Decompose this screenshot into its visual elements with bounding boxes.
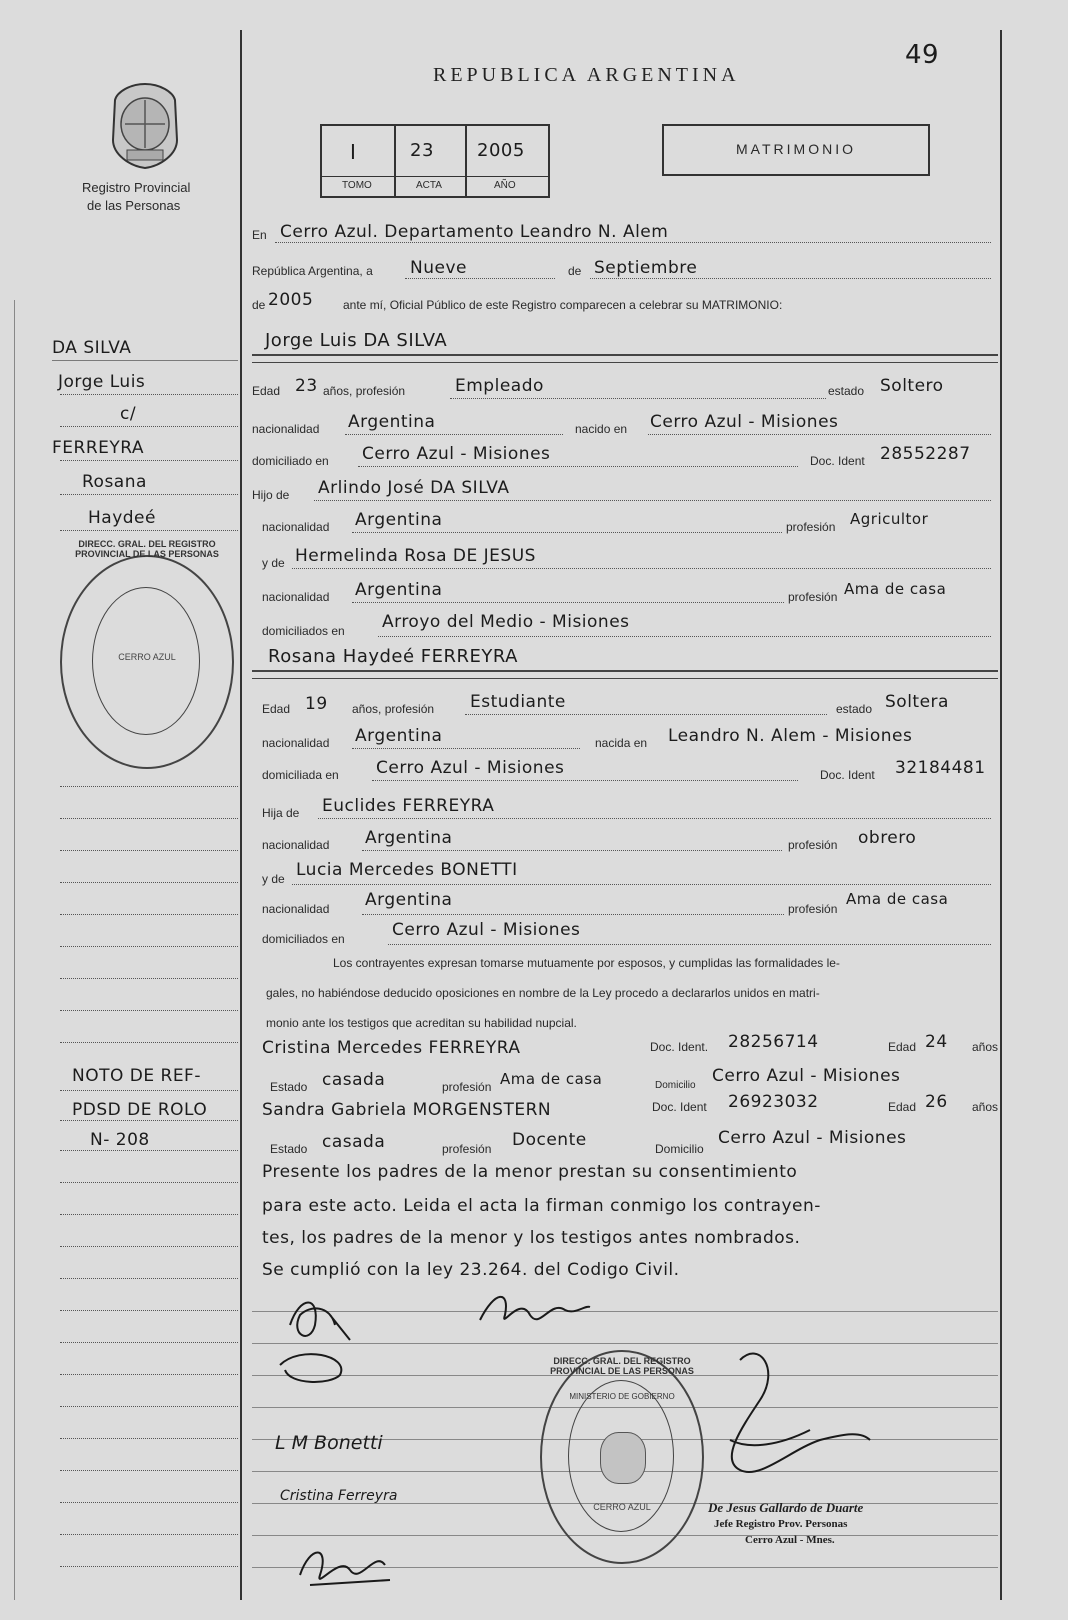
left-column-rule [240, 30, 242, 1600]
registry-seal-small [60, 539, 234, 769]
seal-small-text: DIRECC. GRAL. DEL REGISTRO PROVINCIAL DE LAS PERSONAS [75, 539, 219, 559]
margin-surname-bride: FERREYRA [52, 438, 145, 458]
bride-name: Rosana Haydeé FERREYRA [268, 646, 518, 667]
witness1-marital-status: casada [322, 1070, 386, 1090]
groom-father-nationality: Argentina [355, 510, 443, 530]
groom-yde-label: y de [262, 556, 285, 570]
bride-mother-nac-label: nacionalidad [262, 902, 330, 916]
groom-marital-status: Soltero [880, 376, 944, 396]
right-page-rule [1000, 30, 1002, 1600]
bride-nationality: Argentina [355, 726, 443, 746]
groom-nacido-label: nacido en [575, 422, 628, 436]
bride-marital-status: Soltera [885, 692, 949, 712]
bride-mother: Lucia Mercedes BONETTI [296, 860, 518, 880]
groom-name: Jorge Luis DA SILVA [265, 330, 448, 351]
witness1-prof-label: profesión [442, 1080, 492, 1094]
bride-birthplace: Leandro N. Alem - Misiones [668, 726, 913, 746]
closing-line1: Presente los padres de la menor prestan su consentimiento [262, 1162, 798, 1182]
margin-given-bride: Rosana [82, 472, 147, 492]
groom-anos-label: años, profesión [323, 384, 406, 398]
acta-value: 23 [410, 140, 434, 161]
groom-edad-label: Edad [252, 384, 281, 398]
witness2-profession: Docente [512, 1130, 587, 1150]
witness1-anos: años [972, 1040, 999, 1054]
groom-father: Arlindo José DA SILVA [318, 478, 510, 498]
ceremony-year: 2005 [268, 290, 314, 310]
ceremony-day: Nueve [410, 258, 467, 278]
republica-label: República Argentina, a [252, 264, 373, 278]
witness2-name: Sandra Gabriela MORGENSTERN [262, 1100, 552, 1120]
record-type-box [662, 124, 930, 176]
groom-doc-number: 28552287 [880, 444, 971, 464]
registry-seal-large [540, 1350, 704, 1564]
witness2-doc: 26923032 [728, 1092, 819, 1112]
bride-doc-number: 32184481 [895, 758, 986, 778]
bride-father-prof-label: profesión [788, 838, 838, 852]
margin-given-groom: Jorge Luis [58, 372, 146, 392]
bride-mother-prof-label: profesión [788, 902, 838, 916]
ceremony-month: Septiembre [594, 258, 698, 278]
bride-father-nationality: Argentina [365, 828, 453, 848]
groom-father-prof-label: profesión [786, 520, 836, 534]
margin-note-line1: NOTO DE REF- [72, 1066, 201, 1086]
bride-parents-domicile: Cerro Azul - Misiones [392, 920, 581, 940]
signature-bride [475, 1285, 595, 1335]
witness1-doc-label: Doc. Ident. [650, 1040, 709, 1054]
groom-parents-domicile: Arroyo del Medio - Misiones [382, 612, 630, 632]
bride-mother-nationality: Argentina [365, 890, 453, 910]
en-label: En [252, 228, 267, 242]
groom-nationality: Argentina [348, 412, 436, 432]
tomo-value: I [350, 140, 357, 164]
acta-label: ACTA [416, 180, 442, 191]
witness2-age: 26 [925, 1092, 948, 1112]
bride-father: Euclides FERREYRA [322, 796, 495, 816]
witness1-age: 24 [925, 1032, 948, 1052]
witness2-edad-label: Edad [888, 1100, 917, 1114]
official-place: Cerro Azul - Mnes. [745, 1534, 835, 1546]
witness1-profession: Ama de casa [500, 1070, 603, 1088]
de2-label: de [252, 298, 266, 312]
bride-father-nac-label: nacionalidad [262, 838, 330, 852]
witness2-doc-label: Doc. Ident [652, 1100, 707, 1114]
bride-doc-label: Doc. Ident [820, 768, 875, 782]
tomo-label: TOMO [342, 180, 372, 191]
witness1-edad-label: Edad [888, 1040, 917, 1054]
signature-bonetti: L M Bonetti [275, 1432, 383, 1454]
witness2-prof-label: profesión [442, 1142, 492, 1156]
seal-big-center: CERRO AZUL [593, 1502, 651, 1512]
closing-line2: para este acto. Leida el acta la firman conmigo los contrayen- [262, 1196, 821, 1216]
bride-nacida-label: nacida en [595, 736, 648, 750]
bride-estado-label: estado [836, 702, 873, 716]
registry-name-line2: de las Personas [87, 198, 181, 213]
witness1-name: Cristina Mercedes FERREYRA [262, 1038, 521, 1058]
groom-mother-nationality: Argentina [355, 580, 443, 600]
official-name: De Jesus Gallardo de Duarte [708, 1500, 864, 1515]
groom-dom-label: domiciliado en [252, 454, 329, 468]
groom-doc-label: Doc. Ident [810, 454, 865, 468]
witness1-dom-label: Domicilio [655, 1080, 696, 1091]
republic-title: REPUBLICA ARGENTINA [433, 64, 740, 86]
signature-witness2 [290, 1535, 410, 1595]
de-label: de [568, 264, 582, 278]
far-left-edge [14, 300, 15, 1600]
groom-mother-profession: Ama de casa [844, 580, 947, 598]
seal-big-text: DIRECC. GRAL. DEL REGISTRO PROVINCIAL DE LAS PERSONAS [550, 1356, 694, 1376]
bride-anos-label: años, profesión [352, 702, 435, 716]
groom-domicile: Cerro Azul - Misiones [362, 444, 551, 464]
margin-con: c/ [120, 404, 137, 424]
groom-estado-label: estado [828, 384, 865, 398]
ceremony-place: Cerro Azul. Departamento Leandro N. Alem [280, 222, 669, 242]
margin-given2-bride: Haydeé [88, 508, 156, 528]
ano-label: AÑO [494, 180, 516, 191]
signature-groom [270, 1285, 380, 1395]
registry-name-line1: Registro Provincial [82, 180, 191, 195]
bride-edad-label: Edad [262, 702, 291, 716]
bride-nac-label: nacionalidad [262, 736, 330, 750]
bride-yde-label: y de [262, 872, 285, 886]
groom-mother-nac-label: nacionalidad [262, 590, 330, 604]
bride-mother-profession: Ama de casa [846, 890, 949, 908]
groom-birthplace: Cerro Azul - Misiones [650, 412, 839, 432]
bride-domicile: Cerro Azul - Misiones [376, 758, 565, 778]
provincial-emblem-icon [105, 80, 185, 170]
ante-text: ante mí, Oficial Público de este Registro comparecen a celebrar su MATRIMONIO: [343, 298, 783, 312]
seal-small-center: CERRO AZUL [118, 652, 176, 662]
bride-father-profession: obrero [858, 828, 917, 848]
record-ref-table [320, 124, 550, 198]
groom-father-nac-label: nacionalidad [262, 520, 330, 534]
groom-father-profession: Agricultor [850, 510, 929, 528]
witness2-domicile: Cerro Azul - Misiones [718, 1128, 907, 1148]
groom-hijo-label: Hijo de [252, 488, 290, 502]
groom-mother-prof-label: profesión [788, 590, 838, 604]
witness2-estado-label: Estado [270, 1142, 308, 1156]
witness2-dom-label: Domicilio [655, 1142, 704, 1156]
groom-nac-label: nacionalidad [252, 422, 320, 436]
witness2-marital-status: casada [322, 1132, 386, 1152]
margin-note-line2: PDSD DE ROLO [72, 1100, 208, 1120]
closing-line3: tes, los padres de la menor y los testigos antes nombrados. [262, 1228, 801, 1248]
signature-cristina: Cristina Ferreyra [280, 1488, 398, 1504]
margin-surname-groom: DA SILVA [52, 338, 132, 358]
seal-big-inner: MINISTERIO DE GOBIERNO [569, 1392, 675, 1401]
bride-profession: Estudiante [470, 692, 566, 712]
groom-age: 23 [295, 376, 318, 396]
declaration-line3: monio ante los testigos que acreditan su habilidad nupcial. [266, 1016, 577, 1030]
bride-hija-label: Hija de [262, 806, 300, 820]
bride-age: 19 [305, 694, 328, 714]
groom-profession: Empleado [455, 376, 544, 396]
witness1-estado-label: Estado [270, 1080, 308, 1094]
closing-line4: Se cumplió con la ley 23.264. del Codigo Civil. [262, 1260, 680, 1280]
witness1-doc: 28256714 [728, 1032, 819, 1052]
signature-official [700, 1340, 900, 1490]
groom-parents-dom-label: domiciliados en [262, 624, 345, 638]
bride-parents-dom-label: domiciliados en [262, 932, 345, 946]
witness2-anos: años [972, 1100, 999, 1114]
margin-note-line3: N- 208 [90, 1130, 150, 1150]
bride-dom-label: domiciliada en [262, 768, 339, 782]
ano-value: 2005 [477, 140, 525, 161]
page-number: 49 [905, 40, 940, 70]
official-title: Jefe Registro Prov. Personas [714, 1518, 848, 1530]
record-type: MATRIMONIO [736, 141, 856, 157]
groom-mother: Hermelinda Rosa DE JESUS [295, 546, 536, 566]
witness1-domicile: Cerro Azul - Misiones [712, 1066, 901, 1086]
declaration-line2: gales, no habiéndose deducido oposiciones en nombre de la Ley procedo a declararlos unidos en matri- [266, 986, 820, 1000]
declaration-line1: Los contrayentes expresan tomarse mutuamente por esposos, y cumplidas las formalidades le- [333, 956, 840, 970]
